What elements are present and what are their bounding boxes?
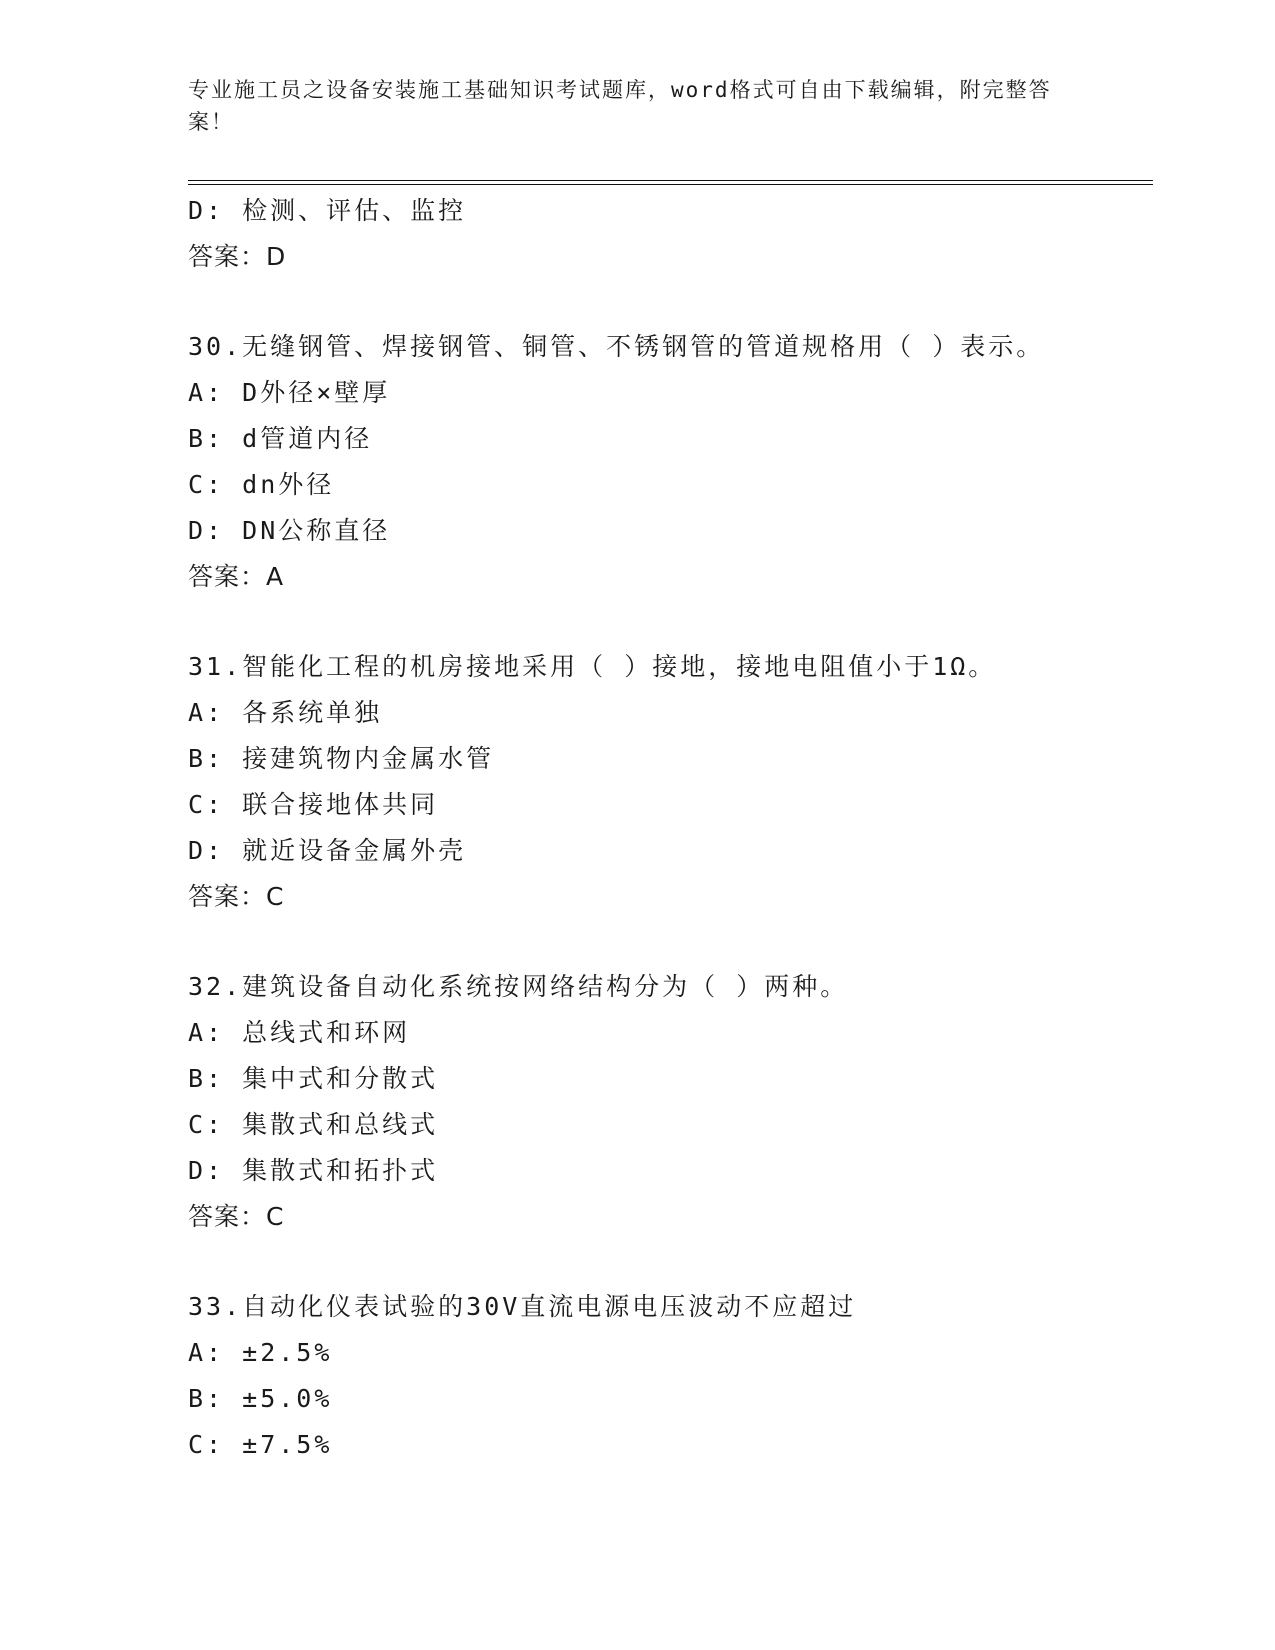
option-d: D: 检测、评估、监控 — [188, 196, 467, 225]
answer-line: 答案：D — [188, 242, 287, 271]
question-31-option-b: B: 接建筑物内金属水管 — [188, 744, 495, 773]
question-33-option-b: B: ±5.0% — [188, 1384, 333, 1413]
question-30-answer: 答案：A — [188, 562, 285, 591]
question-31-option-d: D: 就近设备金属外壳 — [188, 836, 467, 865]
question-30-option-d: D: DN公称直径 — [188, 516, 391, 545]
question-32-answer: 答案：C — [188, 1202, 285, 1231]
header-rule-bottom — [188, 184, 1153, 185]
question-33-option-a: A: ±2.5% — [188, 1338, 333, 1367]
question-31-option-a: A: 各系统单独 — [188, 698, 383, 727]
question-32-option-c: C: 集散式和总线式 — [188, 1110, 439, 1139]
question-list — [188, 188, 1148, 1468]
question-32-text: 32.建筑设备自动化系统按网络结构分为（ ）两种。 — [188, 972, 849, 1001]
question-31-answer: 答案：C — [188, 882, 285, 911]
question-31-text: 31.智能化工程的机房接地采用（ ）接地，接地电阻值小于1Ω。 — [188, 652, 997, 681]
question-32-option-d: D: 集散式和拓扑式 — [188, 1156, 439, 1185]
question-33-option-c: C: ±7.5% — [188, 1430, 333, 1459]
question-30-option-a: A: D外径×壁厚 — [188, 378, 391, 407]
question-30-option-c: C: dn外径 — [188, 470, 335, 499]
question-30-text: 30.无缝钢管、焊接钢管、铜管、不锈钢管的管道规格用（ ）表示。 — [188, 332, 1045, 361]
header-rule-top — [188, 180, 1153, 181]
question-32-option-a: A: 总线式和环网 — [188, 1018, 411, 1047]
document-header: 专业施工员之设备安装施工基础知识考试题库，word格式可自由下载编辑，附完整答案！ — [188, 78, 1052, 134]
question-33-text: 33.自动化仪表试验的30V直流电源电压波动不应超过 — [188, 1292, 857, 1321]
question-31-option-c: C: 联合接地体共同 — [188, 790, 439, 819]
question-32-option-b: B: 集中式和分散式 — [188, 1064, 439, 1093]
question-30-option-b: B: d管道内径 — [188, 424, 373, 453]
